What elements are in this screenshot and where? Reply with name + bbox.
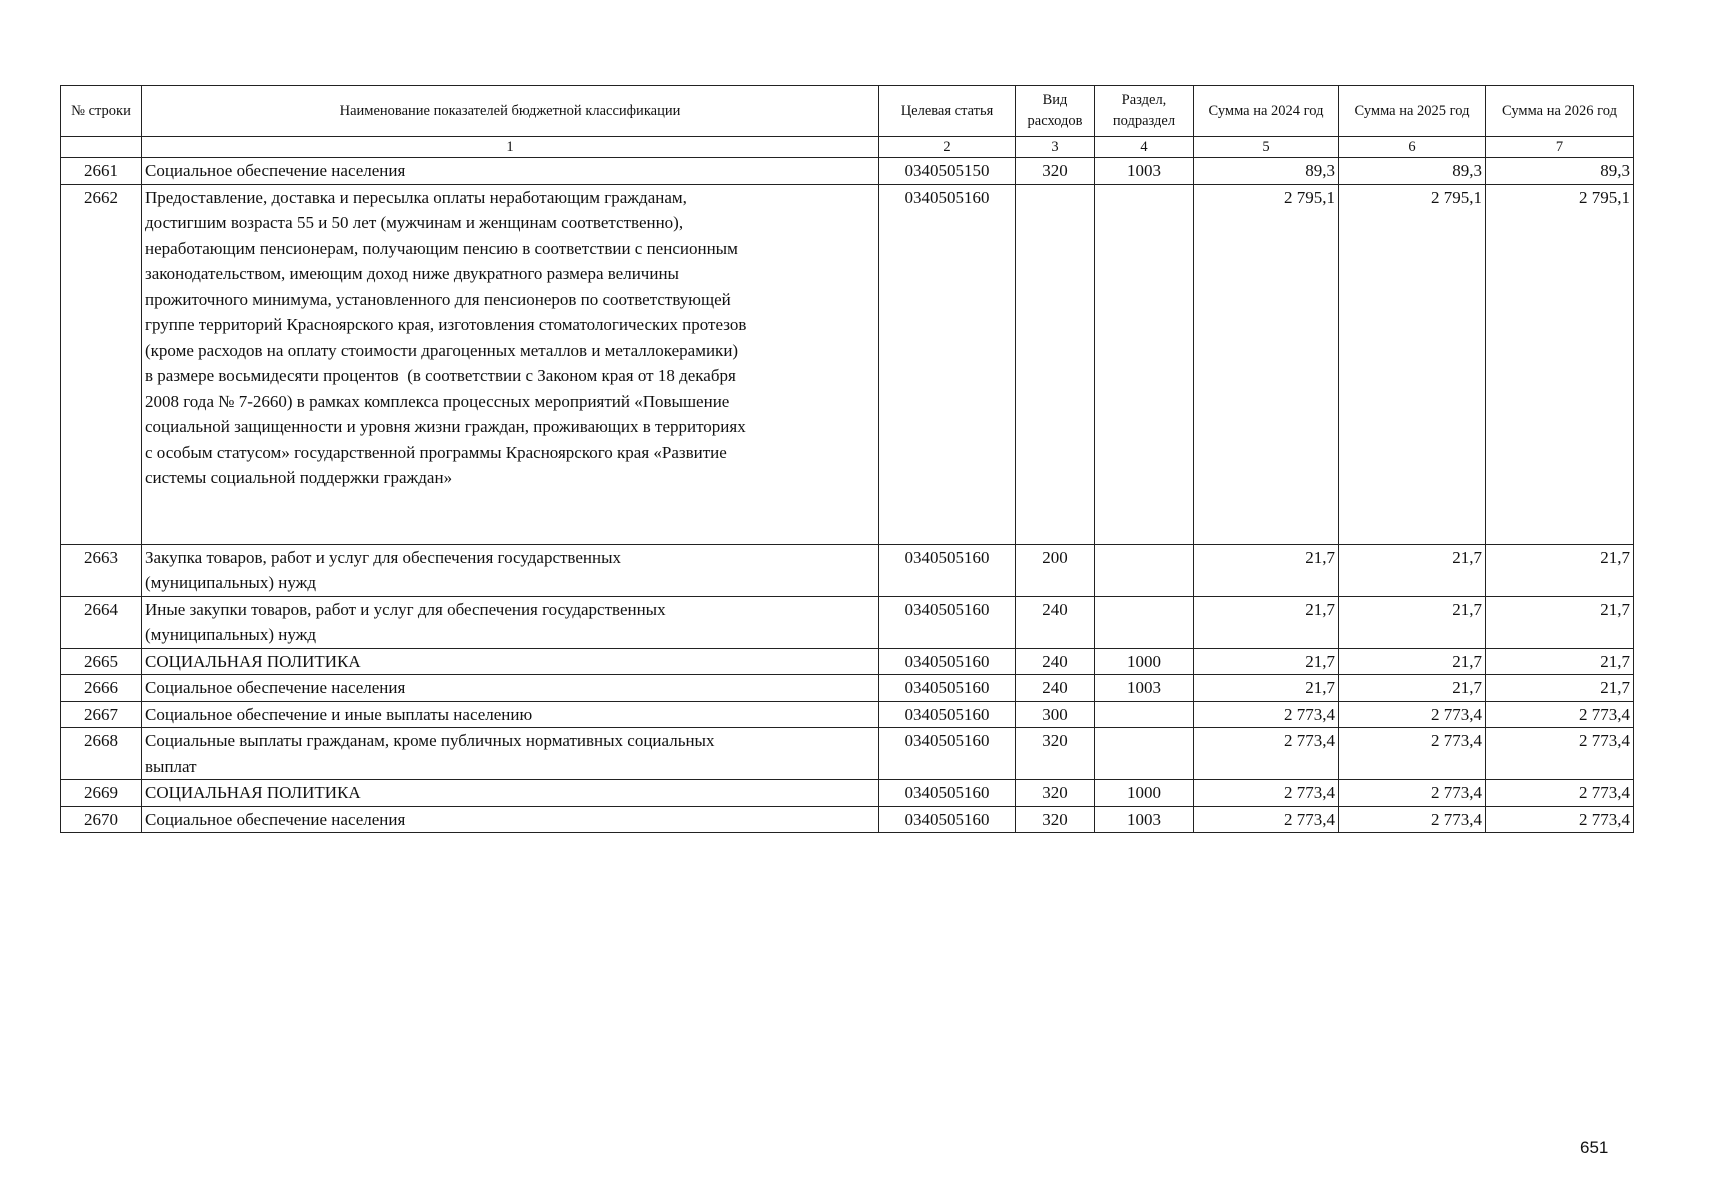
column-number: 2 — [879, 137, 1016, 158]
row-number: 2667 — [61, 701, 142, 728]
column-number: 1 — [142, 137, 879, 158]
row-number: 2665 — [61, 648, 142, 675]
row-expense-type: 320 — [1016, 728, 1095, 780]
row-sum-2026: 2 795,1 — [1486, 184, 1634, 544]
row-number: 2666 — [61, 675, 142, 702]
row-sum-2026: 21,7 — [1486, 648, 1634, 675]
header-indicator-name: Наименование показателей бюджетной классификации — [142, 86, 879, 137]
row-sum-2026: 2 773,4 — [1486, 806, 1634, 833]
table-row — [61, 158, 1634, 185]
header-target-article: Целевая статья — [879, 86, 1016, 137]
row-target-article: 0340505160 — [879, 701, 1016, 728]
row-sum-2024: 89,3 — [1194, 158, 1339, 185]
row-number: 2670 — [61, 806, 142, 833]
row-sum-2026: 2 773,4 — [1486, 701, 1634, 728]
row-section: 1003 — [1095, 158, 1194, 185]
row-name: Закупка товаров, работ и услуг для обеспечения государственных (муниципальных) нужд — [142, 544, 879, 596]
row-name: Предоставление, доставка и пересылка оплаты неработающим гражданам, достигшим возраста 55 и 50 лет (мужчинам и женщинам соответственно), неработающим пенсионерам, получающим пенсию в соответствии с пенсионным законодательством, имеющим доход ниже двукратного размера величины прожиточного минимума, установленного для пенсионеров по соответствующей группе территорий Красноярского края, изготовления стоматологических протезов (кроме расходов на оплату стоимости драгоценных металлов и металлокерамики) в размере восьмидесяти процентов (в соответствии с Законом края от 18 декабря 2008 года № 7-2660) в рамках комплекса процессных мероприятий «Повышение социальной защищенности и уровня жизни граждан, проживающих в территориях с особым статусом» государственной программы Красноярского края «Развитие системы социальной поддержки граждан» — [142, 184, 879, 544]
row-expense-type: 320 — [1016, 158, 1095, 185]
row-sum-2024: 21,7 — [1194, 596, 1339, 648]
row-sum-2025: 89,3 — [1339, 158, 1486, 185]
page-number: 651 — [1580, 1138, 1609, 1157]
table-row — [61, 675, 1634, 702]
row-sum-2025: 21,7 — [1339, 596, 1486, 648]
row-sum-2025: 2 773,4 — [1339, 780, 1486, 807]
row-sum-2024: 2 773,4 — [1194, 728, 1339, 780]
row-section — [1095, 184, 1194, 544]
table-row — [61, 780, 1634, 807]
row-expense-type: 240 — [1016, 648, 1095, 675]
row-number: 2668 — [61, 728, 142, 780]
row-sum-2025: 2 773,4 — [1339, 806, 1486, 833]
row-sum-2024: 21,7 — [1194, 675, 1339, 702]
row-expense-type: 240 — [1016, 596, 1095, 648]
row-expense-type: 300 — [1016, 701, 1095, 728]
row-number: 2663 — [61, 544, 142, 596]
table-row — [61, 648, 1634, 675]
row-target-article: 0340505150 — [879, 158, 1016, 185]
row-sum-2024: 2 773,4 — [1194, 806, 1339, 833]
row-section — [1095, 701, 1194, 728]
row-target-article: 0340505160 — [879, 728, 1016, 780]
row-section: 1000 — [1095, 780, 1194, 807]
row-section: 1003 — [1095, 675, 1194, 702]
header-sum-2025: Сумма на 2025 год — [1339, 86, 1486, 137]
header-section: Раздел, подраздел — [1095, 86, 1194, 137]
header-row-number: № строки — [61, 86, 142, 137]
row-sum-2026: 89,3 — [1486, 158, 1634, 185]
row-sum-2024: 2 773,4 — [1194, 780, 1339, 807]
table-row — [61, 728, 1634, 780]
row-sum-2026: 21,7 — [1486, 544, 1634, 596]
row-target-article: 0340505160 — [879, 780, 1016, 807]
row-name: Иные закупки товаров, работ и услуг для обеспечения государственных (муниципальных) нужд — [142, 596, 879, 648]
table-row — [61, 701, 1634, 728]
row-name: Социальное обеспечение и иные выплаты населению — [142, 701, 879, 728]
row-expense-type: 320 — [1016, 806, 1095, 833]
row-sum-2024: 21,7 — [1194, 648, 1339, 675]
column-number: 7 — [1486, 137, 1634, 158]
row-name: Социальное обеспечение населения — [142, 806, 879, 833]
row-target-article: 0340505160 — [879, 544, 1016, 596]
table-row — [61, 184, 1634, 544]
row-section: 1000 — [1095, 648, 1194, 675]
row-section — [1095, 596, 1194, 648]
row-expense-type: 200 — [1016, 544, 1095, 596]
row-number: 2662 — [61, 184, 142, 544]
row-expense-type: 320 — [1016, 780, 1095, 807]
row-name: Социальное обеспечение населения — [142, 675, 879, 702]
row-target-article: 0340505160 — [879, 596, 1016, 648]
row-sum-2026: 2 773,4 — [1486, 780, 1634, 807]
column-number: 3 — [1016, 137, 1095, 158]
header-expense-type: Вид расходов — [1016, 86, 1095, 137]
row-sum-2024: 2 795,1 — [1194, 184, 1339, 544]
row-sum-2026: 2 773,4 — [1486, 728, 1634, 780]
row-section — [1095, 728, 1194, 780]
column-number: 6 — [1339, 137, 1486, 158]
row-target-article: 0340505160 — [879, 675, 1016, 702]
row-sum-2025: 21,7 — [1339, 675, 1486, 702]
row-sum-2026: 21,7 — [1486, 675, 1634, 702]
row-sum-2025: 2 795,1 — [1339, 184, 1486, 544]
row-number: 2669 — [61, 780, 142, 807]
row-number: 2664 — [61, 596, 142, 648]
row-name: Социальные выплаты гражданам, кроме публичных нормативных социальных выплат — [142, 728, 879, 780]
column-number-row — [61, 137, 1634, 158]
column-number: 4 — [1095, 137, 1194, 158]
row-sum-2025: 2 773,4 — [1339, 701, 1486, 728]
row-expense-type — [1016, 184, 1095, 544]
row-section: 1003 — [1095, 806, 1194, 833]
row-sum-2024: 21,7 — [1194, 544, 1339, 596]
table-row — [61, 806, 1634, 833]
row-section — [1095, 544, 1194, 596]
row-name: СОЦИАЛЬНАЯ ПОЛИТИКА — [142, 648, 879, 675]
row-sum-2025: 21,7 — [1339, 544, 1486, 596]
header-sum-2026: Сумма на 2026 год — [1486, 86, 1634, 137]
row-sum-2025: 2 773,4 — [1339, 728, 1486, 780]
header-sum-2024: Сумма на 2024 год — [1194, 86, 1339, 137]
row-target-article: 0340505160 — [879, 806, 1016, 833]
row-number: 2661 — [61, 158, 142, 185]
column-number — [61, 137, 142, 158]
table-row — [61, 544, 1634, 596]
header-row — [61, 86, 1634, 137]
column-number: 5 — [1194, 137, 1339, 158]
table-row — [61, 596, 1634, 648]
row-sum-2026: 21,7 — [1486, 596, 1634, 648]
row-target-article: 0340505160 — [879, 648, 1016, 675]
row-target-article: 0340505160 — [879, 184, 1016, 544]
row-name: СОЦИАЛЬНАЯ ПОЛИТИКА — [142, 780, 879, 807]
row-sum-2025: 21,7 — [1339, 648, 1486, 675]
row-name: Социальное обеспечение населения — [142, 158, 879, 185]
row-sum-2024: 2 773,4 — [1194, 701, 1339, 728]
budget-table — [60, 85, 1634, 833]
row-expense-type: 240 — [1016, 675, 1095, 702]
